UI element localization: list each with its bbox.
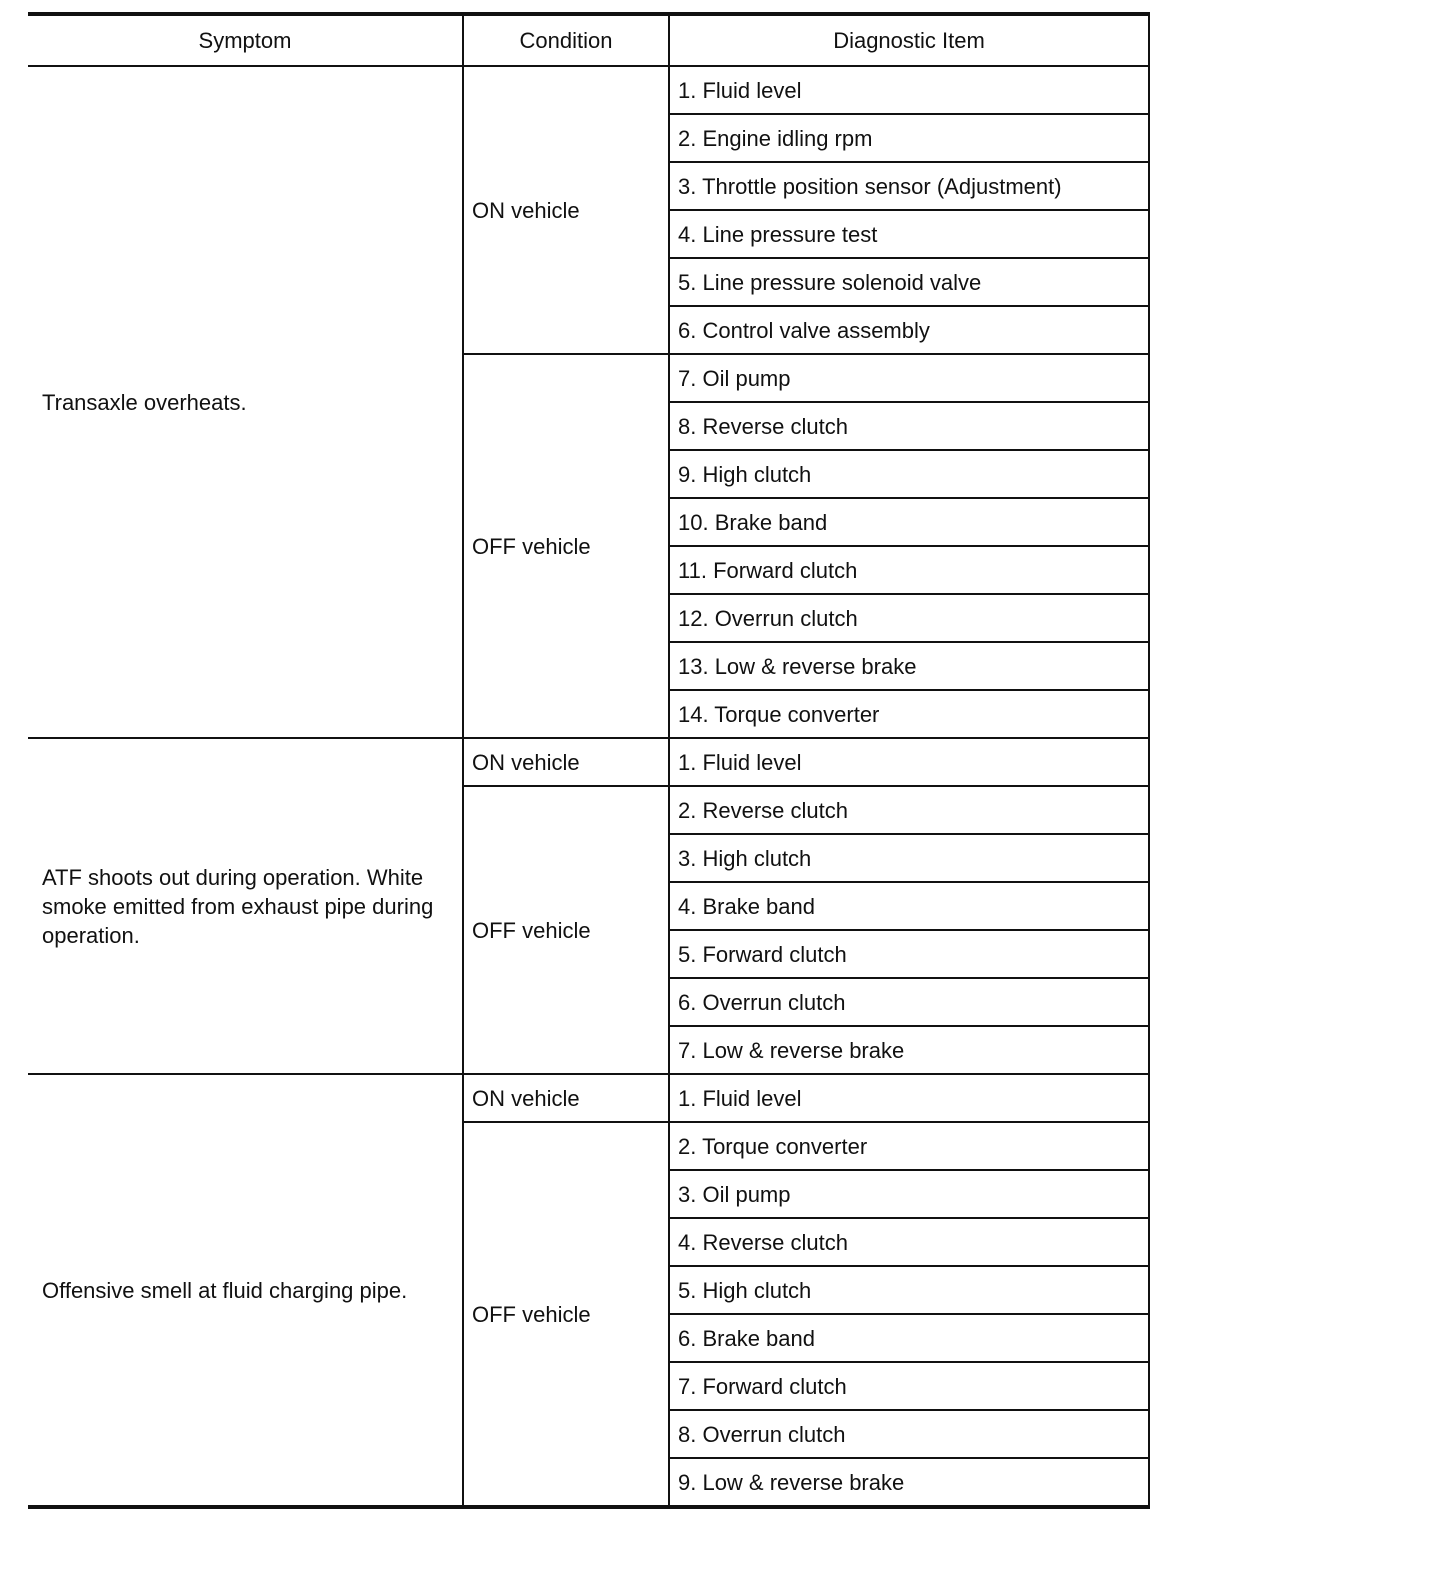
table-row (28, 66, 1149, 114)
diagnostic-item: 10. Brake band (669, 498, 1149, 546)
diagnostic-item: 7. Low & reverse brake (669, 1026, 1149, 1074)
diagnostic-item: 5. High clutch (669, 1266, 1149, 1314)
table-body (28, 66, 1149, 1507)
table-row (28, 738, 1149, 786)
diagnostic-item: 7. Oil pump (669, 354, 1149, 402)
header-symptom: Symptom (28, 14, 463, 66)
symptom-cell: Offensive smell at fluid charging pipe. (28, 1074, 463, 1507)
diagnostic-item: 9. Low & reverse brake (669, 1458, 1149, 1507)
diagnostic-table (28, 12, 1150, 1509)
diagnostic-item: 1. Fluid level (669, 1074, 1149, 1122)
condition-on-vehicle: ON vehicle (463, 738, 669, 786)
diagnostic-item: 2. Reverse clutch (669, 786, 1149, 834)
diagnostic-item: 5. Line pressure solenoid valve (669, 258, 1149, 306)
diagnostic-item: 13. Low & reverse brake (669, 642, 1149, 690)
diagnostic-item: 11. Forward clutch (669, 546, 1149, 594)
diagnostic-item: 4. Brake band (669, 882, 1149, 930)
symptom-cell: ATF shoots out during operation. White smoke emitted from exhaust pipe during operation. (28, 738, 463, 1074)
diagnostic-item: 2. Engine idling rpm (669, 114, 1149, 162)
diagnostic-item: 9. High clutch (669, 450, 1149, 498)
condition-off-vehicle: OFF vehicle (463, 354, 669, 738)
header-condition: Condition (463, 14, 669, 66)
header-row (28, 14, 1149, 66)
diagnostic-item: 6. Brake band (669, 1314, 1149, 1362)
diagnostic-item: 4. Line pressure test (669, 210, 1149, 258)
condition-off-vehicle: OFF vehicle (463, 786, 669, 1074)
symptom-cell: Transaxle overheats. (28, 66, 463, 738)
diagnostic-item: 6. Control valve assembly (669, 306, 1149, 354)
diagnostic-item: 1. Fluid level (669, 66, 1149, 114)
diagnostic-item: 1. Fluid level (669, 738, 1149, 786)
diagnostic-item: 3. High clutch (669, 834, 1149, 882)
diagnostic-item: 8. Reverse clutch (669, 402, 1149, 450)
header-diagnostic-item: Diagnostic Item (669, 14, 1149, 66)
condition-on-vehicle: ON vehicle (463, 66, 669, 354)
diagnostic-item: 7. Forward clutch (669, 1362, 1149, 1410)
diagnostic-item: 4. Reverse clutch (669, 1218, 1149, 1266)
diagnostic-item: 3. Throttle position sensor (Adjustment) (669, 162, 1149, 210)
table-row (28, 1074, 1149, 1122)
diagnostic-item: 8. Overrun clutch (669, 1410, 1149, 1458)
condition-off-vehicle: OFF vehicle (463, 1122, 669, 1507)
diagnostic-item: 12. Overrun clutch (669, 594, 1149, 642)
diagnostic-item: 3. Oil pump (669, 1170, 1149, 1218)
diagnostic-item: 5. Forward clutch (669, 930, 1149, 978)
diagnostic-item: 6. Overrun clutch (669, 978, 1149, 1026)
diagnostic-item: 2. Torque converter (669, 1122, 1149, 1170)
diagnostic-item: 14. Torque converter (669, 690, 1149, 738)
condition-on-vehicle: ON vehicle (463, 1074, 669, 1122)
